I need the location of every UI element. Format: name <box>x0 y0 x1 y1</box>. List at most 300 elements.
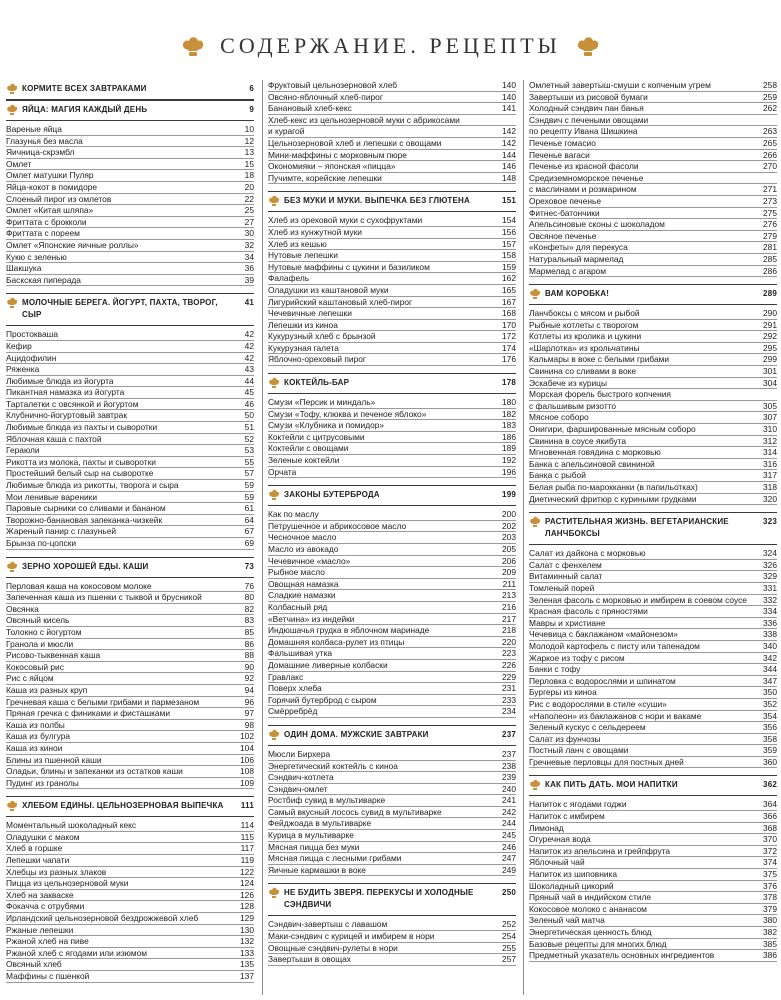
recipe-entry[interactable] <box>268 397 516 409</box>
recipe-entry[interactable] <box>268 521 516 533</box>
recipe-entry[interactable] <box>6 639 254 651</box>
recipe-title: Кукурузная галета <box>268 342 339 353</box>
recipe-entry[interactable] <box>6 526 254 538</box>
recipe-entry[interactable] <box>529 629 777 641</box>
recipe-entry[interactable] <box>529 150 777 162</box>
recipe-page-number: 137 <box>240 971 254 981</box>
section-heading[interactable] <box>268 883 516 916</box>
recipe-page-number: 167 <box>502 296 516 307</box>
recipe-entry[interactable] <box>268 865 516 877</box>
section-hat-icon <box>6 104 18 116</box>
recipe-entry[interactable] <box>6 971 254 983</box>
recipe-entry[interactable] <box>268 420 516 432</box>
recipe-entry[interactable] <box>6 867 254 879</box>
recipe-entry[interactable] <box>268 161 516 173</box>
recipe-entry[interactable] <box>6 170 254 182</box>
section-heading[interactable] <box>529 775 777 796</box>
recipe-page-number: 347 <box>763 675 777 686</box>
recipe-page-number: 162 <box>502 273 516 284</box>
recipe-title: Салат с фенхелем <box>529 559 602 570</box>
recipe-entry[interactable] <box>529 857 777 869</box>
recipe-entry[interactable] <box>529 447 777 459</box>
recipe-entry[interactable] <box>529 254 777 266</box>
recipe-entry[interactable] <box>268 625 516 637</box>
recipe-entry[interactable] <box>268 432 516 444</box>
recipe-title: Каша из булгура <box>6 731 71 742</box>
recipe-page-number: 342 <box>763 652 777 663</box>
recipe-entry[interactable] <box>6 673 254 685</box>
recipe-title: Кефир <box>6 340 32 351</box>
recipe-entry[interactable] <box>268 919 516 931</box>
recipe-title: Гранола и мюсли <box>6 638 74 649</box>
recipe-entry[interactable] <box>6 147 254 159</box>
recipe-entry[interactable] <box>268 818 516 830</box>
recipe-entry[interactable] <box>6 708 254 720</box>
recipe-list <box>268 212 516 373</box>
recipe-title: Шоколадный цикорий <box>529 880 614 891</box>
recipe-entry[interactable] <box>268 683 516 695</box>
recipe-entry[interactable] <box>529 92 777 104</box>
recipe-entry[interactable] <box>529 161 777 173</box>
recipe-entry[interactable] <box>268 931 516 943</box>
recipe-entry[interactable] <box>529 846 777 858</box>
recipe-title: Напиток из шиповника <box>529 869 618 880</box>
column-divider <box>262 80 263 995</box>
toc-section <box>6 100 254 293</box>
recipe-entry[interactable] <box>6 948 254 960</box>
recipe-entry[interactable] <box>268 239 516 251</box>
recipe-title: Смёрребрёд <box>268 706 318 717</box>
recipe-title: «Шарлотка» из крольчатины <box>529 342 640 353</box>
recipe-entry[interactable] <box>529 583 777 595</box>
recipe-entry[interactable] <box>268 320 516 332</box>
recipe-entry[interactable] <box>6 410 254 422</box>
recipe-entry[interactable] <box>268 532 516 544</box>
recipe-entry[interactable] <box>268 672 516 684</box>
recipe-entry[interactable] <box>529 722 777 734</box>
recipe-page-number: 259 <box>763 91 777 102</box>
recipe-entry[interactable] <box>268 262 516 274</box>
toc-section <box>529 284 777 512</box>
recipe-entry[interactable] <box>268 579 516 591</box>
recipe-entry[interactable] <box>529 219 777 231</box>
recipe-entry[interactable] <box>529 412 777 424</box>
recipe-entry[interactable] <box>268 250 516 262</box>
recipe-entry[interactable] <box>6 581 254 593</box>
recipe-entry[interactable] <box>6 925 254 937</box>
recipe-entry[interactable] <box>6 832 254 844</box>
recipe-entry[interactable] <box>529 378 777 390</box>
recipe-entry[interactable] <box>529 459 777 471</box>
recipe-page-number: 174 <box>502 342 516 353</box>
section-heading[interactable] <box>6 80 254 100</box>
recipe-entry[interactable] <box>6 604 254 616</box>
recipe-entry[interactable] <box>6 205 254 217</box>
recipe-page-number: 97 <box>244 708 254 719</box>
recipe-entry[interactable] <box>529 401 777 413</box>
recipe-entry[interactable] <box>529 424 777 436</box>
recipe-entry[interactable] <box>6 492 254 504</box>
toc-column-1 <box>6 80 254 995</box>
recipe-title: Рикотта из молока, пахты и сыворотки <box>6 456 156 467</box>
recipe-entry[interactable] <box>6 615 254 627</box>
recipe-entry[interactable] <box>529 757 777 769</box>
recipe-entry[interactable] <box>6 936 254 948</box>
section-heading[interactable] <box>529 512 777 545</box>
recipe-entry[interactable] <box>529 231 777 243</box>
section-heading[interactable] <box>6 293 254 326</box>
recipe-entry[interactable] <box>529 618 777 630</box>
recipe-entry[interactable] <box>529 389 777 401</box>
section-heading[interactable] <box>6 100 254 121</box>
recipe-entry[interactable] <box>268 92 516 104</box>
recipe-entry[interactable] <box>529 606 777 618</box>
recipe-entry[interactable] <box>529 548 777 560</box>
recipe-page-number: 271 <box>763 184 777 195</box>
section-heading[interactable] <box>529 284 777 305</box>
recipe-entry[interactable] <box>6 240 254 252</box>
recipe-page-number: 156 <box>502 226 516 237</box>
recipe-entry[interactable] <box>268 567 516 579</box>
recipe-title: Банки с тофу <box>529 664 581 675</box>
recipe-page-number: 239 <box>502 772 516 783</box>
recipe-title: Блины из пшенной каши <box>6 754 102 765</box>
recipe-title: Напиток с имбирем <box>529 811 605 822</box>
recipe-page-number: 39 <box>244 274 254 285</box>
recipe-entry[interactable] <box>6 855 254 867</box>
recipe-entry[interactable] <box>6 538 254 550</box>
recipe-page-number: 301 <box>763 366 777 377</box>
recipe-entry[interactable] <box>6 959 254 971</box>
recipe-entry[interactable] <box>529 196 777 208</box>
section-heading[interactable] <box>268 191 516 212</box>
recipe-page-number: 157 <box>502 238 516 249</box>
recipe-entry[interactable] <box>268 150 516 162</box>
recipe-entry[interactable] <box>6 228 254 240</box>
recipe-entry[interactable] <box>529 331 777 343</box>
recipe-entry[interactable] <box>529 482 777 494</box>
recipe-entry[interactable] <box>529 126 777 138</box>
recipe-entry[interactable] <box>529 115 777 127</box>
recipe-entry[interactable] <box>268 544 516 556</box>
recipe-entry[interactable] <box>268 354 516 366</box>
recipe-title: Овсяный хлеб <box>6 959 62 970</box>
recipe-entry[interactable] <box>529 927 777 939</box>
recipe-title: Свинина со сливами в воке <box>529 366 637 377</box>
recipe-entry[interactable] <box>529 734 777 746</box>
section-heading[interactable] <box>268 725 516 746</box>
recipe-title: Хлебцы из разных злаков <box>6 866 107 877</box>
recipe-title: Поверх хлеба <box>268 683 322 694</box>
recipe-entry[interactable] <box>268 853 516 865</box>
recipe-entry[interactable] <box>6 720 254 732</box>
recipe-entry[interactable] <box>268 761 516 773</box>
recipe-entry[interactable] <box>268 308 516 320</box>
section-hat-icon <box>529 516 541 528</box>
recipe-title: Печенье гомасио <box>529 137 596 148</box>
recipe-page-number: 266 <box>763 149 777 160</box>
recipe-page-number: 336 <box>763 617 777 628</box>
recipe-page-number: 67 <box>244 526 254 537</box>
recipe-entry[interactable] <box>6 685 254 697</box>
recipe-entry[interactable] <box>6 820 254 832</box>
recipe-entry[interactable] <box>6 697 254 709</box>
recipe-page-number: 252 <box>502 919 516 930</box>
recipe-entry[interactable] <box>268 954 516 966</box>
recipe-entry[interactable] <box>529 308 777 320</box>
recipe-entry[interactable] <box>268 648 516 660</box>
recipe-title: Яйца-кокот в помидоре <box>6 181 98 192</box>
recipe-title: Смузи «Персик и миндаль» <box>268 397 376 408</box>
recipe-page-number: 370 <box>763 834 777 845</box>
recipe-entry[interactable] <box>529 881 777 893</box>
recipe-title: Фейджоада в мультиварке <box>268 818 372 829</box>
recipe-page-number: 205 <box>502 544 516 554</box>
recipe-title: Как по маслу <box>268 509 319 520</box>
recipe-entry[interactable] <box>6 878 254 890</box>
recipe-entry[interactable] <box>6 890 254 902</box>
recipe-entry[interactable] <box>529 138 777 150</box>
recipe-entry[interactable] <box>529 950 777 962</box>
recipe-entry[interactable] <box>529 470 777 482</box>
recipe-entry[interactable] <box>6 353 254 365</box>
recipe-entry[interactable] <box>529 687 777 699</box>
recipe-entry[interactable] <box>6 503 254 515</box>
toc-section <box>529 512 777 775</box>
recipe-entry[interactable] <box>529 80 777 92</box>
recipe-title: Омлет <box>6 158 32 169</box>
recipe-entry[interactable] <box>268 455 516 467</box>
recipe-entry[interactable] <box>529 366 777 378</box>
recipe-entry[interactable] <box>529 436 777 448</box>
recipe-entry[interactable] <box>6 913 254 925</box>
toc-section <box>268 191 516 373</box>
recipe-entry[interactable] <box>529 811 777 823</box>
recipe-entry[interactable] <box>268 285 516 297</box>
recipe-page-number: 314 <box>763 447 777 458</box>
recipe-entry[interactable] <box>529 745 777 757</box>
recipe-page-number: 192 <box>502 455 516 466</box>
recipe-entry[interactable] <box>529 915 777 927</box>
recipe-entry[interactable] <box>268 830 516 842</box>
recipe-entry[interactable] <box>268 509 516 521</box>
recipe-entry[interactable] <box>268 409 516 421</box>
recipe-page-number: 82 <box>244 603 254 614</box>
recipe-entry[interactable] <box>6 329 254 341</box>
recipe-entry[interactable] <box>6 662 254 674</box>
recipe-page-number: 317 <box>763 470 777 481</box>
recipe-entry[interactable] <box>268 784 516 796</box>
recipe-title: Клубнично-йогуртовый завтрак <box>6 410 127 421</box>
section-heading[interactable] <box>268 373 516 394</box>
recipe-entry[interactable] <box>268 126 516 138</box>
recipe-entry[interactable] <box>529 904 777 916</box>
recipe-page-number: 148 <box>502 172 516 183</box>
section-heading[interactable] <box>6 796 254 817</box>
recipe-page-number: 206 <box>502 555 516 566</box>
recipe-entry[interactable] <box>6 275 254 287</box>
recipe-entry[interactable] <box>529 571 777 583</box>
recipe-page-number: 76 <box>244 580 254 591</box>
recipe-entry[interactable] <box>6 263 254 275</box>
recipe-entry[interactable] <box>6 480 254 492</box>
recipe-title: Кокосовый рис <box>6 661 64 672</box>
recipe-entry[interactable] <box>6 843 254 855</box>
recipe-entry[interactable] <box>529 699 777 711</box>
recipe-entry[interactable] <box>6 650 254 662</box>
recipe-page-number: 42 <box>244 352 254 363</box>
recipe-title: Гречневые перловцы для постных дней <box>529 756 684 767</box>
recipe-entry[interactable] <box>268 614 516 626</box>
recipe-entry[interactable] <box>268 273 516 285</box>
recipe-entry[interactable] <box>268 173 516 185</box>
recipe-entry[interactable] <box>268 795 516 807</box>
recipe-entry[interactable] <box>529 653 777 665</box>
recipe-entry[interactable] <box>6 136 254 148</box>
recipe-entry[interactable] <box>268 807 516 819</box>
section-title: ЗАКОНЫ БУТЕРБРОДА <box>284 490 380 500</box>
recipe-entry[interactable] <box>6 387 254 399</box>
recipe-entry[interactable] <box>529 494 777 506</box>
recipe-entry[interactable] <box>6 159 254 171</box>
recipe-entry[interactable] <box>268 103 516 115</box>
recipe-entry[interactable] <box>268 695 516 707</box>
recipe-list <box>529 305 777 512</box>
recipe-page-number: 292 <box>763 331 777 342</box>
recipe-page-number: 249 <box>502 864 516 875</box>
recipe-entry[interactable] <box>6 194 254 206</box>
recipe-title: Жареный панир с глазуньей <box>6 526 117 537</box>
recipe-entry[interactable] <box>6 434 254 446</box>
recipe-entry[interactable] <box>6 592 254 604</box>
recipe-entry[interactable] <box>529 939 777 951</box>
recipe-entry[interactable] <box>268 138 516 150</box>
recipe-entry[interactable] <box>6 217 254 229</box>
recipe-entry[interactable] <box>529 823 777 835</box>
recipe-entry[interactable] <box>529 266 777 278</box>
recipe-entry[interactable] <box>6 778 254 790</box>
recipe-entry[interactable] <box>529 711 777 723</box>
recipe-entry[interactable] <box>529 320 777 332</box>
recipe-page-number: 168 <box>502 308 516 319</box>
recipe-entry[interactable] <box>6 182 254 194</box>
recipe-entry[interactable] <box>529 208 777 220</box>
recipe-entry[interactable] <box>6 743 254 755</box>
recipe-entry[interactable] <box>268 227 516 239</box>
recipe-entry[interactable] <box>529 343 777 355</box>
recipe-entry[interactable] <box>268 842 516 854</box>
recipe-entry[interactable] <box>529 799 777 811</box>
recipe-entry[interactable] <box>268 749 516 761</box>
recipe-title: Зеленая фасоль с морковью и имбирем в соевом соусе <box>529 594 747 605</box>
recipe-page-number: 106 <box>240 754 254 765</box>
section-heading[interactable] <box>6 557 254 578</box>
recipe-title: Банка с рыбой <box>529 470 586 481</box>
recipe-page-number: 129 <box>240 913 254 924</box>
recipe-entry[interactable] <box>268 943 516 955</box>
recipe-entry[interactable] <box>268 80 516 92</box>
recipe-entry[interactable] <box>6 376 254 388</box>
recipe-entry[interactable] <box>268 556 516 568</box>
recipe-entry[interactable] <box>268 343 516 355</box>
recipe-entry[interactable] <box>268 297 516 309</box>
recipe-entry[interactable] <box>6 399 254 411</box>
recipe-entry[interactable] <box>529 173 777 185</box>
recipe-entry[interactable] <box>268 443 516 455</box>
recipe-title: Витаминный салат <box>529 571 603 582</box>
section-page-number: 9 <box>249 105 254 114</box>
recipe-entry[interactable] <box>529 242 777 254</box>
recipe-title: Яблочный чай <box>529 857 585 868</box>
recipe-entry[interactable] <box>268 706 516 718</box>
section-hat-icon <box>6 83 18 95</box>
recipe-entry[interactable] <box>529 184 777 196</box>
toc-section <box>268 485 516 725</box>
recipe-entry[interactable] <box>529 560 777 572</box>
recipe-entry[interactable] <box>6 731 254 743</box>
recipe-entry[interactable] <box>529 595 777 607</box>
recipe-entry[interactable] <box>6 364 254 376</box>
recipe-entry[interactable] <box>268 115 516 127</box>
recipe-title: «Конфеты» для перекуса <box>529 242 628 253</box>
recipe-page-number: 27 <box>244 216 254 227</box>
recipe-entry[interactable] <box>268 331 516 343</box>
recipe-entry[interactable] <box>268 772 516 784</box>
recipe-entry[interactable] <box>529 354 777 366</box>
recipe-title: Коктейли с овощами <box>268 443 349 454</box>
recipe-entry[interactable] <box>529 676 777 688</box>
recipe-entry[interactable] <box>529 664 777 676</box>
recipe-page-number: 196 <box>502 466 516 477</box>
recipe-page-number: 57 <box>244 468 254 479</box>
recipe-entry[interactable] <box>6 341 254 353</box>
recipe-entry[interactable] <box>268 590 516 602</box>
recipe-page-number: 358 <box>763 733 777 744</box>
recipe-entry[interactable] <box>6 901 254 913</box>
recipe-entry[interactable] <box>6 252 254 264</box>
recipe-title: Белая рыба по-марокканки (в папильотках) <box>529 482 698 492</box>
recipe-entry[interactable] <box>6 755 254 767</box>
recipe-page-number: 386 <box>763 950 777 961</box>
section-heading[interactable] <box>268 485 516 506</box>
recipe-entry[interactable] <box>529 103 777 115</box>
recipe-entry[interactable] <box>6 766 254 778</box>
recipe-entry[interactable] <box>6 422 254 434</box>
recipe-entry[interactable] <box>268 215 516 227</box>
recipe-entry[interactable] <box>268 660 516 672</box>
recipe-title: Завертыши из рисовой бумаги <box>529 91 648 102</box>
recipe-entry[interactable] <box>529 641 777 653</box>
recipe-entry[interactable] <box>529 892 777 904</box>
recipe-entry[interactable] <box>6 445 254 457</box>
recipe-list <box>6 121 254 293</box>
recipe-entry[interactable] <box>529 834 777 846</box>
recipe-entry[interactable] <box>6 468 254 480</box>
recipe-entry[interactable] <box>6 457 254 469</box>
recipe-entry[interactable] <box>529 869 777 881</box>
recipe-entry[interactable] <box>268 602 516 614</box>
recipe-entry[interactable] <box>6 124 254 136</box>
recipe-title: Кукурузный хлеб с брынзой <box>268 331 376 342</box>
recipe-page-number: 200 <box>502 509 516 520</box>
recipe-entry[interactable] <box>6 515 254 527</box>
recipe-entry[interactable] <box>6 627 254 639</box>
column-divider <box>523 80 524 995</box>
recipe-entry[interactable] <box>268 637 516 649</box>
recipe-page-number: 126 <box>240 889 254 900</box>
recipe-entry[interactable] <box>268 467 516 479</box>
recipe-page-number: 69 <box>244 538 254 548</box>
